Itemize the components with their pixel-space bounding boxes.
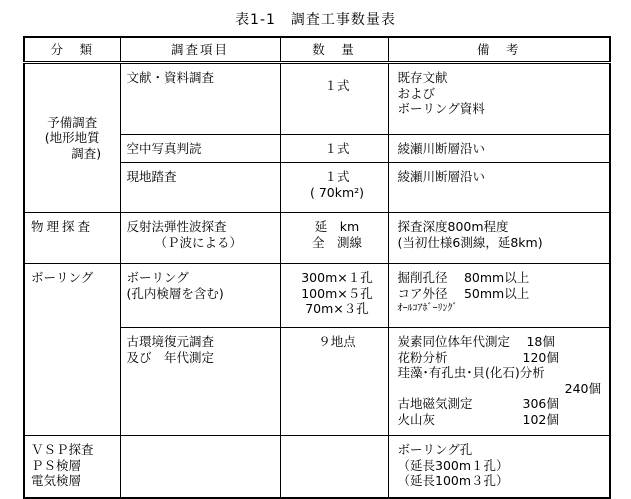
remark-line: 掘削孔径 80mm以上	[397, 270, 530, 285]
header-quantity: 数 量	[280, 37, 388, 63]
header-category: 分 類	[24, 37, 120, 63]
item-line: 反射法弾性波探査	[126, 219, 227, 234]
remark-line: 探査深度800m程度	[397, 219, 509, 234]
item-line: 文献・資料調査	[126, 70, 215, 85]
item-line: 現地踏査	[126, 169, 177, 184]
remark-line: 珪藻･有孔虫･貝(化石)分析	[397, 365, 545, 380]
table-caption: 表1-1 調査工事数量表	[235, 12, 396, 28]
item-line: 及び 年代測定	[126, 349, 215, 365]
header-row	[24, 37, 610, 63]
category-cell-butsuri: 物理探査	[24, 213, 120, 264]
qty-cell	[280, 135, 388, 163]
remark-line: ボーリング孔	[397, 442, 473, 457]
header-remarks: 備 考	[388, 37, 610, 63]
qty-line: ９地点	[318, 334, 356, 349]
remark-line: 火山灰 102個	[397, 411, 559, 427]
category-line: 予備調査	[47, 114, 98, 130]
category-line: 電気検層	[31, 473, 82, 488]
item-line: （Ｐ波による）	[154, 234, 243, 250]
category-line: 調査)	[71, 145, 102, 161]
table-row	[24, 213, 610, 264]
remark-line: 古地磁気測定 306個	[397, 396, 559, 411]
remark-cell	[388, 163, 610, 213]
remark-line: 炭素同位体年代測定 18個	[397, 334, 555, 349]
remark-cell	[388, 63, 610, 135]
qty-cell-empty	[280, 436, 388, 499]
remark-line: （延長100m３孔）	[397, 473, 509, 488]
remark-line: ボーリング資料	[397, 101, 485, 116]
qty-cell	[280, 213, 388, 264]
item-cell-empty	[120, 436, 280, 499]
remark-line: 既存文献	[397, 70, 448, 85]
category-cell-boring: ボーリング	[24, 264, 120, 436]
remark-cell	[388, 436, 610, 499]
qty-cell	[280, 264, 388, 328]
category-cell-yobi	[24, 63, 120, 213]
item-line: 古環境復元調査	[126, 334, 215, 349]
category-line: ＰＳ検層	[31, 457, 82, 473]
item-cell	[120, 163, 280, 213]
qty-line: 100m×５孔	[301, 285, 373, 301]
qty-cell	[280, 328, 388, 436]
item-cell	[120, 328, 280, 436]
item-cell	[120, 63, 280, 135]
remark-line: 綾瀬川断層沿い	[397, 140, 486, 156]
remark-cell	[388, 328, 610, 436]
header-item: 調査項目	[120, 37, 280, 63]
remark-line: 240個	[564, 380, 601, 396]
qty-line: 延 km	[314, 219, 360, 234]
qty-cell	[280, 63, 388, 135]
remark-line: ｵｰﾙｺｱﾎﾞｰﾘﾝｸﾞ	[397, 303, 458, 314]
qty-line: １式	[324, 78, 350, 93]
item-line: ボーリング	[126, 270, 189, 285]
remark-line: （延長300m１孔）	[397, 457, 509, 473]
remark-line: コア外径 50mm以上	[397, 285, 530, 301]
table-row	[24, 63, 610, 135]
remark-line: 花粉分析 120個	[397, 349, 559, 365]
table-row	[24, 436, 610, 499]
remark-line: および	[397, 85, 436, 101]
item-cell	[120, 264, 280, 328]
qty-line: １式	[324, 140, 350, 156]
category-line: ＶＳＰ探査	[31, 442, 94, 457]
remark-cell	[388, 213, 610, 264]
category-cell-vsp	[24, 436, 120, 499]
qty-line: 全 測線	[311, 234, 362, 250]
item-line: 空中写真判読	[126, 140, 202, 156]
remark-cell	[388, 264, 610, 328]
item-cell	[120, 213, 280, 264]
qty-line: ( 70km²)	[309, 184, 365, 200]
remark-line: (当初仕様6測線，延8km)	[397, 234, 543, 250]
qty-line: 300m×１孔	[301, 270, 373, 285]
table-row	[24, 264, 610, 328]
qty-line: 70m×３孔	[305, 301, 369, 316]
qty-line: １式	[324, 169, 350, 184]
qty-cell	[280, 163, 388, 213]
remark-line: 綾瀬川断層沿い	[397, 169, 486, 184]
item-line: (孔内検層を含む)	[126, 285, 224, 301]
remark-cell	[388, 135, 610, 163]
survey-quantity-table	[23, 36, 611, 499]
item-cell	[120, 135, 280, 163]
category-line: (地形地質	[44, 130, 100, 146]
